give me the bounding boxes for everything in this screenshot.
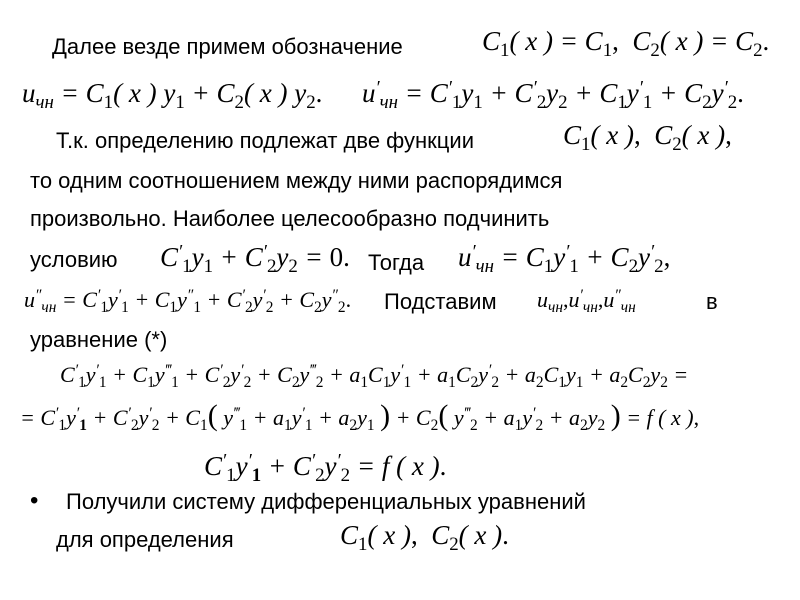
text-line-7: для определения xyxy=(56,527,234,552)
formula-unknown-functions: $C_1$( x ), $C_2$( x ). xyxy=(340,520,509,556)
formula-second-derivative: $u''_{чн} = C'_1y'_1 + C_1y''_1 + C'_2y'_2 + C_2y''_2$. xyxy=(24,287,352,316)
text-equation-ref: уравнение (*) xyxy=(30,327,168,352)
formula-first-derivative: $u'_{чн} = C'_1y_1 + C'_2y_2 + C_1y'_1 + C_2y'_2$. xyxy=(362,77,744,114)
text-line-3: то одним соотношением между ними распорядимся xyxy=(30,168,563,193)
formula-substitution-1: $C'_1y'_1 + C_1y^‴_1 + C'_2y'_2 + C_2y^‴_2 + a_1C_1y'_1 + a_1C_2y'_2 + a_2C_1y_1 + a_2C_2y_2$ = xyxy=(60,362,689,391)
bullet-marker: • xyxy=(30,487,39,514)
text-line-1: Далее везде примем обозначение xyxy=(52,34,403,59)
text-line-6: Получили систему дифференциальных уравнений xyxy=(66,489,586,514)
formula-particular-solution: $u_{чн} = C_1$( x ) $y_1 + C_2$( x ) $y_2$. xyxy=(22,78,323,114)
formula-first-derivative-simplified: $u'_{чн} = C_1y'_1 + C_2y'_2$, xyxy=(458,241,671,278)
formula-result: $C'_1y'_1 + C'_2y'_2 = f$ ( x ). xyxy=(204,450,447,487)
text-line-2: Т.к. определению подлежат две функции xyxy=(56,128,474,153)
formula-derivatives-list: $u_{чн},u'_{чн},u''_{чн}$ xyxy=(537,287,636,316)
text-in: в xyxy=(706,289,718,314)
formula-condition: $C'_1y_1 + C'_2y_2 = 0$. xyxy=(160,241,350,278)
text-then: Тогда xyxy=(368,250,425,275)
formula-notation: $C_1$( x ) = $C_1$, $C_2$( x ) = $C_2$. xyxy=(482,26,770,62)
formula-two-functions: $C_1$( x ), $C_2$( x ), xyxy=(563,120,732,156)
formula-substitution-2: = $C'_1y'_1 + C'_2y'_2 + C_1$( $y^‴_1 + a_1y'_1 + a_2y_1$ ) + $C_2$( $y^‴_2 + a_1y'_2 + a_2y_2$ ) = f ( x ), xyxy=(20,399,700,434)
text-line-4: произвольно. Наиболее целесообразно подчинить xyxy=(30,206,550,231)
text-line-5: условию xyxy=(30,247,118,272)
text-substitute: Подставим xyxy=(384,289,497,314)
